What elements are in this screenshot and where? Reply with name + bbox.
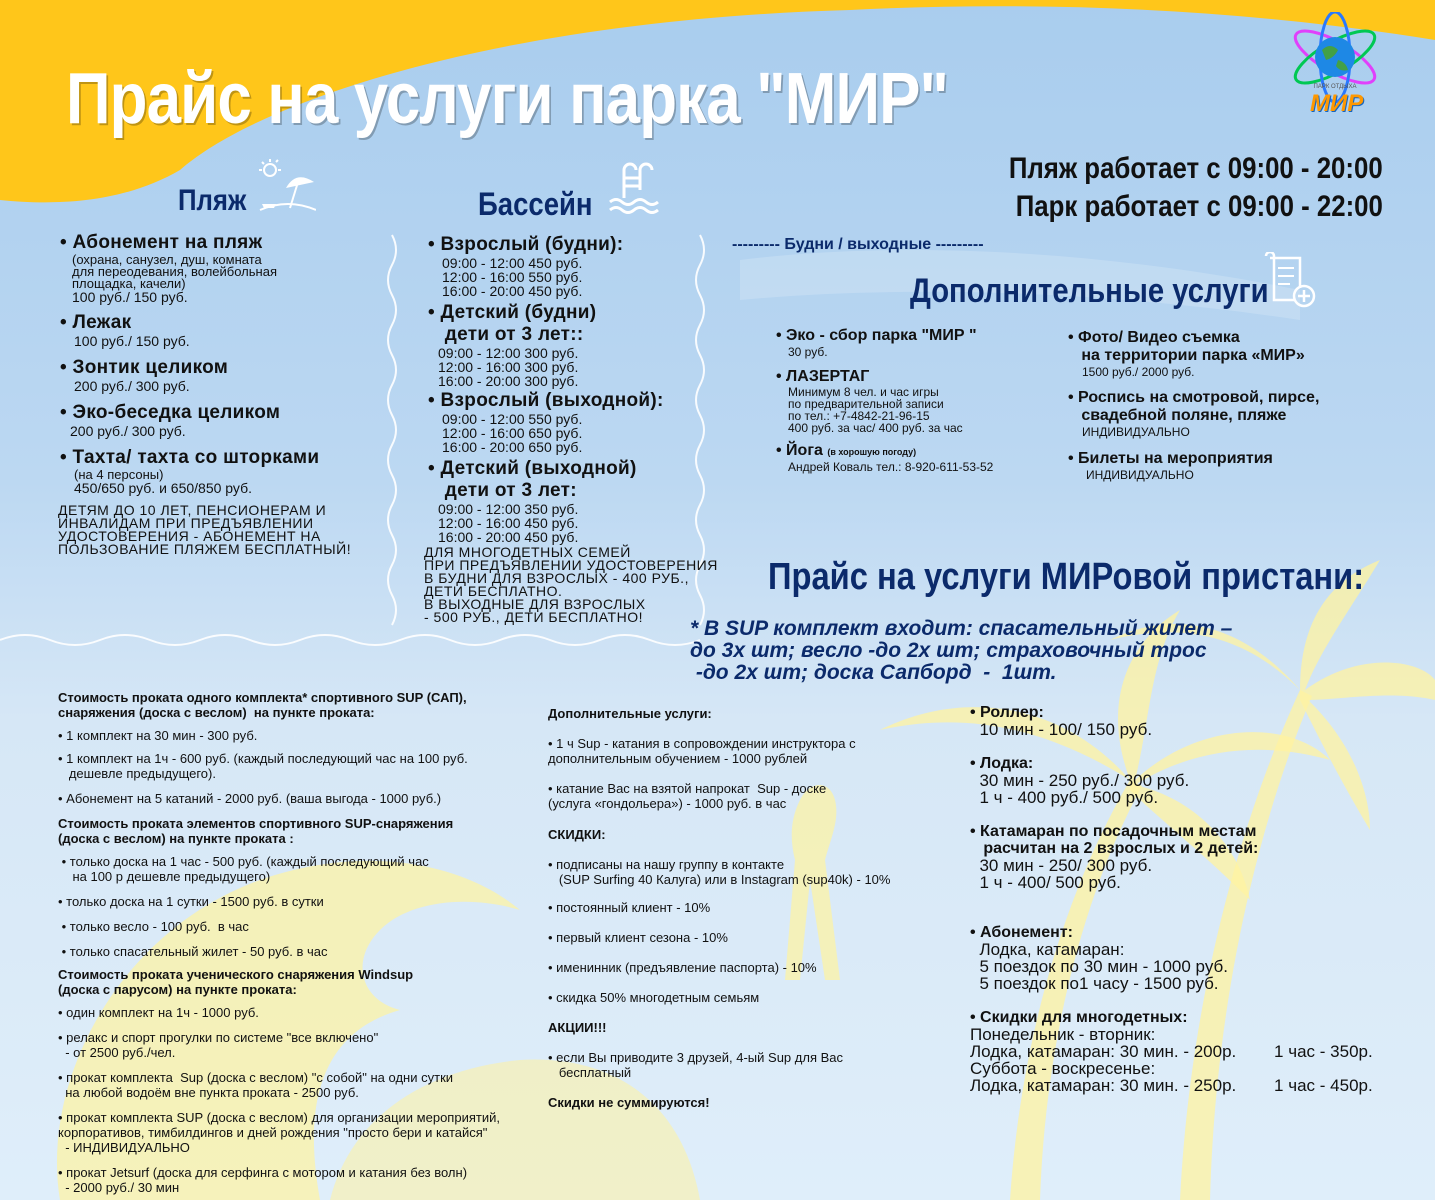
pier-line: на любой водоём вне пункта проката - 2500 руб. (58, 1085, 359, 1100)
beach-item-price: 100 руб./ 150 руб. (74, 333, 190, 349)
extra-right-item (1068, 329, 1305, 379)
pier-line: - от 2500 руб./чел. (58, 1045, 176, 1060)
pier-line: 30 мин - 250 руб./ 300 руб. (970, 771, 1190, 790)
pier-line: • только доска на 1 сутки - 1500 руб. в сутки (58, 894, 324, 909)
sup-note-line: -до 2х шт; доска Сапборд - 1шт. (690, 661, 1057, 684)
pier-line: - ИНДИВИДУАЛЬНО (58, 1140, 190, 1155)
pier-heading: Прайс на услуги МИРовой пристани: (768, 556, 1365, 598)
extra-right-item (1068, 389, 1319, 439)
pier-subheading: расчитан на 2 взрослых и 2 детей: (970, 840, 1259, 857)
beach-item-desc: (на 4 персоны) (74, 467, 164, 482)
logo-small-text: ПАРК ОТДЫХА (1313, 84, 1357, 90)
pier-line: корпоративов, тимбилдингов и дней рождения "просто бери и катайся" (58, 1125, 488, 1140)
beach-item (60, 447, 319, 495)
pier-boats-column (970, 704, 1410, 1094)
extra-item-title: свадебной поляне, пляже (1068, 407, 1287, 424)
beach-item-title: • Абонемент на пляж (60, 232, 263, 253)
beach-note-line: ИНВАЛИДАМ ПРИ ПРЕДЪЯВЛЕНИИ (58, 515, 314, 531)
beach-note-line: УДОСТОВЕРЕНИЯ - АБОНЕМЕНТ НА (58, 528, 321, 544)
pier-line: • первый клиент сезона - 10% (548, 930, 728, 945)
pool-item (428, 234, 623, 298)
extra-item-desc: 1500 руб./ 2000 руб. (1082, 365, 1195, 379)
pool-item-title: • Детский (будни) (428, 302, 597, 323)
pool-item-row: 09:00 - 12:00 350 руб. (438, 501, 579, 517)
pier-subheading: • Лодка: (970, 755, 1034, 772)
extra-item-title: • Фото/ Видео съемка (1068, 329, 1240, 346)
extra-item-title: • Эко - сбор парка "МИР " (776, 327, 977, 344)
beach-note-line: ПОЛЬЗОВАНИЕ ПЛЯЖЕМ БЕСПЛАТНЫЙ! (58, 541, 352, 557)
pier-line: Лодка, катамаран: (970, 940, 1125, 959)
pier-subheading: • Абонемент: (970, 924, 1073, 941)
pool-note-line: В БУДНИ ДЛЯ ВЗРОСЛЫХ - 400 РУБ., (424, 570, 689, 586)
pier-line: • постоянный клиент - 10% (548, 900, 711, 915)
pool-item-row: 12:00 - 16:00 550 руб. (442, 269, 583, 285)
extra-left-item (776, 327, 977, 359)
pier-line: • Абонемент на 5 катаний - 2000 руб. (ваша выгода - 1000 руб.) (58, 791, 442, 806)
extra-item-title: • Роспись на смотровой, пирсе, (1068, 389, 1320, 406)
pool-item-title: • Взрослый (будни): (428, 234, 624, 255)
pool-item-row: 16:00 - 20:00 450 руб. (438, 529, 579, 545)
pier-line: • прокат Jetsurf (доска для серфинга с мотором и катания без волн) (58, 1165, 468, 1180)
pier-subheading: (доска с веслом) на пункте проката : (58, 831, 294, 846)
pier-line: • один комплект на 1ч - 1000 руб. (58, 1005, 259, 1020)
pool-item-row: 12:00 - 16:00 650 руб. (442, 425, 583, 441)
pool-item-row: 09:00 - 12:00 300 руб. (438, 345, 579, 361)
extra-heading: Дополнительные услуги (910, 272, 1269, 310)
pier-line: • только весло - 100 руб. в час (58, 919, 249, 934)
beach-item-desc: (охрана, санузел, душ, комната (72, 252, 262, 267)
pool-note-line: ПРИ ПРЕДЪЯВЛЕНИИ УДОСТОВЕРЕНИЯ (424, 557, 718, 573)
extra-item-title: • Билеты на мероприятия (1068, 450, 1273, 467)
beach-heading: Пляж (178, 184, 247, 217)
pool-item-title: • Взрослый (выходной): (428, 390, 664, 411)
pool-item-row: 16:00 - 20:00 450 руб. (442, 283, 583, 299)
pier-subheading: Дополнительные услуги: (548, 706, 712, 721)
pier-subheading: Стоимость проката ученического снаряжения Windsup (58, 967, 414, 982)
beach-item-price: 450/650 руб. и 650/850 руб. (74, 480, 252, 496)
pool-item-row: 12:00 - 16:00 300 руб. (438, 359, 579, 375)
beach-item-title: • Тахта/ тахта со шторками (60, 447, 320, 468)
beach-hours: Пляж работает с 09:00 - 20:00 (1009, 152, 1383, 185)
beach-item-title: • Зонтик целиком (60, 357, 229, 378)
pier-line: бесплатный (548, 1065, 632, 1080)
pool-item-row: 09:00 - 12:00 550 руб. (442, 411, 583, 427)
pier-line: 10 мин - 100/ 150 руб. (970, 720, 1153, 739)
pier-subheading: Стоимость проката одного комплекта* спортивного SUP (САП), (58, 690, 467, 705)
beach-note-line: ДЕТЯМ ДО 10 ЛЕТ, ПЕНСИОНЕРАМ И (58, 502, 327, 518)
pier-line: Понедельник - вторник: (970, 1025, 1156, 1044)
pool-item-title: • Детский (выходной) (428, 458, 637, 479)
pier-line: - 2000 руб./ 30 мин (58, 1180, 180, 1195)
pier-line: • 1 комплект на 30 мин - 300 руб. (58, 728, 258, 743)
pier-line: 1 ч - 400 руб./ 500 руб. (970, 788, 1159, 807)
pool-note-line: - 500 РУБ., ДЕТИ БЕСПЛАТНО! (424, 609, 643, 625)
sup-note-line: * В SUP комплект входит: спасательный жилет – (690, 617, 1233, 640)
pier-line: 5 поездок по1 часу - 1500 руб. (970, 974, 1219, 993)
pier-line: • скидка 50% многодетным семьям (548, 990, 760, 1005)
pier-line: • только спасательный жилет - 50 руб. в час (58, 944, 328, 959)
pier-rental-column (58, 690, 538, 1195)
pier-subheading: • Катамаран по посадочным местам (970, 823, 1257, 840)
beach-item (60, 312, 190, 348)
pier-subheading: • Скидки для многодетных: (970, 1009, 1188, 1026)
pier-line: • если Вы приводите 3 друзей, 4-ый Sup для Вас (548, 1050, 843, 1065)
extra-item-desc: Минимум 8 чел. и час игры (788, 385, 939, 399)
pool-note-line: ДЕТИ БЕСПЛАТНО. (424, 583, 563, 599)
logo-text: МИР (1310, 90, 1364, 117)
pier-line: 5 поездок по 30 мин - 1000 руб. (970, 957, 1228, 976)
pool-heading: Бассейн (478, 186, 593, 222)
pool-item-row: 16:00 - 20:00 300 руб. (438, 373, 579, 389)
pier-subheading: Стоимость проката элементов спортивного SUP-снаряжения (58, 816, 454, 831)
page-title: Прайс на услуги парка "МИР" (66, 59, 949, 139)
pier-line: • релакс и спорт прогулки по системе "все включено" (58, 1030, 379, 1045)
beach-item-desc: для переодевания, волейбольная (72, 264, 277, 279)
pier-line: 30 мин - 250/ 300 руб. (970, 856, 1153, 875)
pier-subheading: СКИДКИ: (548, 827, 606, 842)
beach-item-desc: площадка, качели) (72, 276, 186, 291)
extra-left-item (776, 368, 963, 434)
extra-item-desc: ИНДИВИДУАЛЬНО (1082, 425, 1190, 439)
pool-item (428, 458, 637, 544)
pier-line: дешевле предыдущего). (58, 766, 216, 781)
pier-line: Лодка, катамаран: 30 мин. - 250р. 1 час - 450р. (970, 1076, 1373, 1095)
pier-line: • прокат комплекта SUP (доска с веслом) для организации мероприятий, (58, 1110, 500, 1125)
pier-subheading: Скидки не суммируются! (548, 1095, 710, 1110)
extra-item-note: (в хорошую погоду) (827, 447, 917, 457)
pool-ladder-icon (606, 160, 662, 216)
beach-item-price: 200 руб./ 300 руб. (74, 378, 190, 394)
extra-item-desc: Андрей Коваль тел.: 8-920-611-53-52 (788, 460, 994, 474)
pier-line: дополнительным обучением - 1000 рублей (548, 751, 808, 766)
pier-subheading: АКЦИИ!!! (548, 1020, 607, 1035)
extra-item-desc: 400 руб. за час/ 400 руб. за час (788, 421, 963, 435)
extra-item-title: на территории парка «МИР» (1068, 347, 1305, 364)
extra-right-item (1068, 450, 1273, 482)
sun-umbrella-icon (258, 158, 316, 214)
pier-line: • 1 ч Sup - катания в сопровождении инструктора с (548, 736, 856, 751)
pier-subheading: • Роллер: (970, 704, 1044, 721)
extra-item-desc: по предварительной записи (788, 397, 944, 411)
pier-line: (SUP Surfing 40 Калуга) или в Instagram (sup40k) - 10% (548, 872, 891, 887)
pool-item-row: 16:00 - 20:00 650 руб. (442, 439, 583, 455)
extra-item-title: • ЛАЗЕРТАГ (776, 368, 870, 385)
extra-item-desc: по тел.: +7-4842-21-96-15 (788, 409, 930, 423)
extra-left-item (776, 442, 993, 474)
pier-subheading: (доска с парусом) на пункте проката: (58, 982, 297, 997)
pier-line: на 100 р дешевле предыдущего) (58, 869, 271, 884)
pool-item-title: дети от 3 лет:: (428, 324, 584, 345)
pier-services-column (548, 706, 968, 1110)
pool-note-line: В ВЫХОДНЫЕ ДЛЯ ВЗРОСЛЫХ (424, 596, 646, 612)
beach-item-title: • Эко-беседка целиком (60, 402, 281, 423)
pool-item (428, 302, 596, 388)
pier-line: • 1 комплект на 1ч - 600 руб. (каждый последующий час на 100 руб. (58, 751, 468, 766)
pier-line: (услуга «гондольера») - 1000 руб. в час (548, 796, 787, 811)
beach-item (60, 357, 228, 393)
pier-line: 1 ч - 400/ 500 руб. (970, 873, 1121, 892)
extra-item-desc: 30 руб. (788, 345, 828, 359)
pool-item (428, 390, 664, 454)
pier-line: Суббота - воскресенье: (970, 1059, 1156, 1078)
beach-item (60, 232, 277, 304)
pier-line: • катание Вас на взятой напрокат Sup - доске (548, 781, 827, 796)
pool-note (424, 546, 718, 624)
document-plus-icon (1262, 252, 1318, 310)
beach-item-price: 100 руб./ 150 руб. (72, 289, 188, 305)
pier-line: • только доска на 1 час - 500 руб. (каждый последующий час (58, 854, 429, 869)
pool-item-title: дети от 3 лет: (428, 480, 577, 501)
extra-item-title: • Йога (776, 442, 823, 459)
sup-note-line: до 3х шт; весло -до 2х шт; страховочный трос (690, 639, 1207, 662)
pier-line: • прокат комплекта Sup (доска с веслом) "с собой" на одни сутки (58, 1070, 454, 1085)
beach-item-title: • Лежак (60, 312, 132, 333)
pool-item-row: 09:00 - 12:00 450 руб. (442, 255, 583, 271)
pool-note-line: ДЛЯ МНОГОДЕТНЫХ СЕМЕЙ (424, 544, 631, 560)
park-hours: Парк работает с 09:00 - 22:00 (1015, 190, 1383, 223)
pier-subheading: снаряжения (доска с веслом) на пункте проката: (58, 705, 375, 720)
pier-line: • именинник (предъявление паспорта) - 10% (548, 960, 817, 975)
beach-item (60, 402, 280, 438)
sup-note (690, 618, 1232, 684)
weekday-note: --------- Будни / выходные --------- (732, 236, 984, 253)
pool-item-row: 12:00 - 16:00 450 руб. (438, 515, 579, 531)
pier-line: Лодка, катамаран: 30 мин. - 200р. 1 час - 350р. (970, 1042, 1373, 1061)
beach-note (58, 504, 351, 556)
pier-line: • подписаны на нашу группу в контакте (548, 857, 785, 872)
extra-item-desc: ИНДИВИДУАЛЬНО (1086, 468, 1194, 482)
beach-item-price: 200 руб./ 300 руб. (70, 423, 186, 439)
